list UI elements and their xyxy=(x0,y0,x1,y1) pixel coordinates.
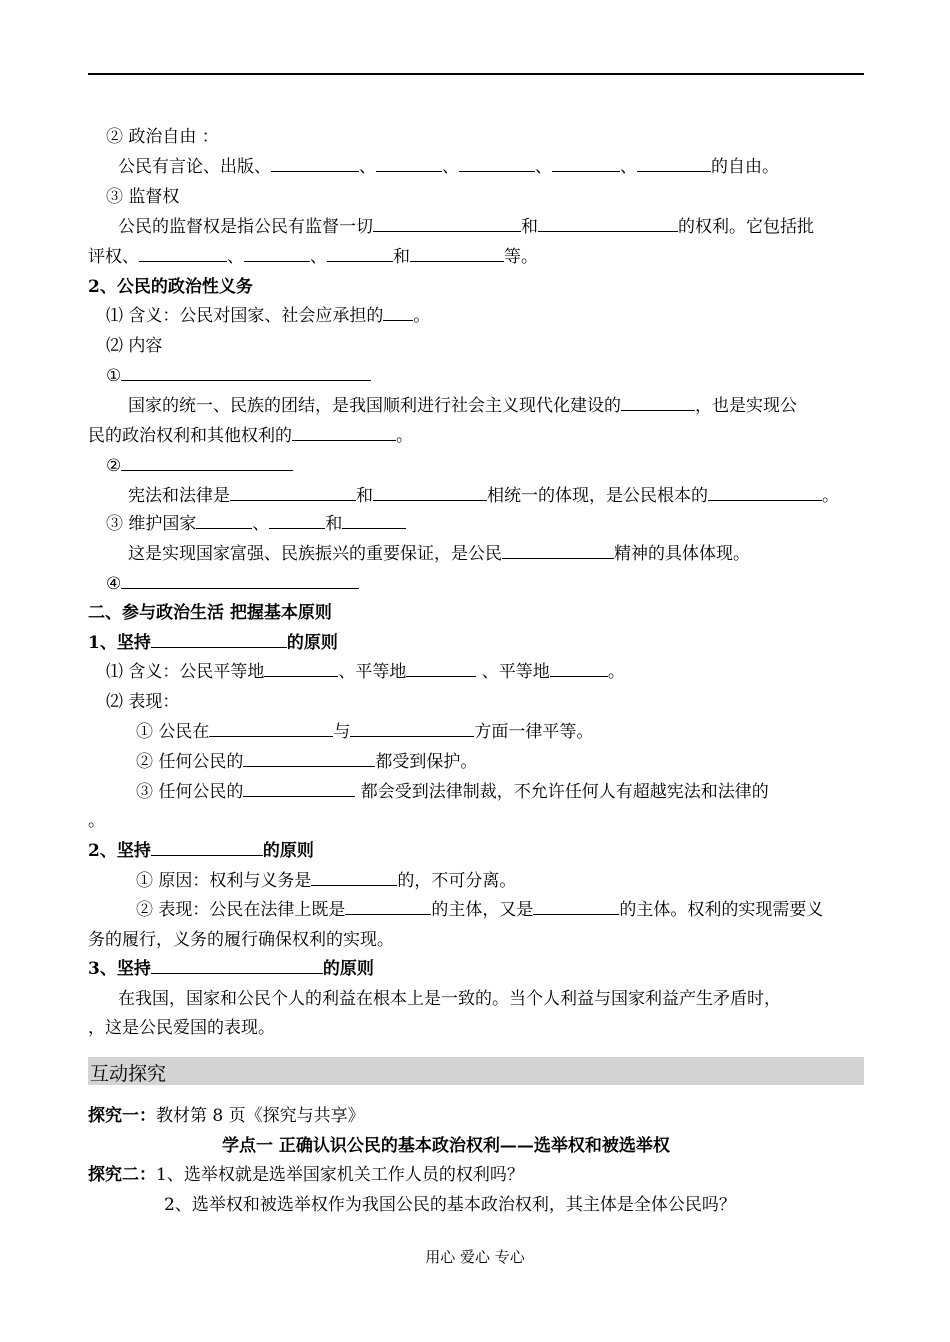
line-reason: ① 原因：权利与义务是 的，不可分离。 xyxy=(136,871,517,891)
line-equality-1: ① 公民在 与 方面一律平等。 xyxy=(136,722,594,742)
line-interest-1: 在我国，国家和公民个人的利益在根本上是一致的。当个人利益与国家利益产生矛盾时， xyxy=(118,989,781,1009)
heading-basic-principles: 二、参与政治生活 把握基本原则 xyxy=(88,603,332,623)
line-supervision-2: 评权、 、 、 和 等。 xyxy=(88,247,538,267)
line-supervision-1: 公民的监督权是指公民有监督一切 和 的权利。它包括批 xyxy=(118,217,814,237)
item-supervision-right: ③ 监督权 xyxy=(106,187,180,207)
line-equality-3-end: 。 xyxy=(88,811,105,831)
line-duty-content: ⑵ 内容 xyxy=(106,336,163,356)
inquiry-one: 探究一：教材第 8 页《探究与共享》 xyxy=(88,1106,365,1126)
line-performance-2: 务的履行，义务的履行确保权利的实现。 xyxy=(88,930,394,950)
section-band-interactive xyxy=(88,1057,864,1085)
heading-principle-3: 3、坚持 的原则 xyxy=(88,959,374,979)
line-unity-1: 国家的统一、民族的团结，是我国顺利进行社会主义现代化建设的 ，也是实现公 xyxy=(128,396,797,416)
line-freedom-blanks: 公民有言论、出版、 、 、 、 、 的自由。 xyxy=(118,157,779,177)
item-duty-1: ① xyxy=(106,365,371,387)
line-prosperity: 这是实现国家富强、民族振兴的重要保证，是公民 精神的具体体现。 xyxy=(128,544,750,564)
item-political-freedom: ② 政治自由 ： xyxy=(106,127,219,147)
line-constitution: 宪法和法律是 和 相统一的体现，是公民根本的 。 xyxy=(128,486,839,506)
item-duty-3: ③ 维护国家 、 和 xyxy=(106,513,406,535)
item-duty-2: ② xyxy=(106,455,293,477)
line-equality-meaning: ⑴ 含义：公民平等地 、平等地 、平等地 。 xyxy=(106,662,625,682)
line-equality-3: ③ 任何公民的 都会受到法律制裁，不允许任何人有超越宪法和法律的 xyxy=(136,782,769,802)
heading-principle-1: 1、坚持 的原则 xyxy=(88,633,338,653)
inquiry-two-q1: 探究二：1、选举权就是选举国家机关工作人员的权利吗？ xyxy=(88,1165,524,1185)
item-duty-4: ④ xyxy=(106,573,359,595)
section-band-title: 互动探究 xyxy=(90,1063,167,1085)
line-duty-meaning: ⑴ 含义：公民对国家、社会应承担的 。 xyxy=(106,306,431,326)
line-unity-2: 民的政治权利和其他权利的 。 xyxy=(88,426,413,446)
page-footer: 用心 爱心 专心 xyxy=(425,1248,525,1266)
inquiry-two-q2: 2、选举权和被选举权作为我国公民的基本政治权利，其主体是全体公民吗？ xyxy=(164,1195,736,1215)
line-equality-2: ② 任何公民的 都受到保护。 xyxy=(136,752,478,772)
header-rule xyxy=(88,73,864,75)
line-interest-2: ，这是公民爱国的表现。 xyxy=(88,1018,275,1038)
line-performance-1: ② 表现：公民在法律上既是 的主体，又是 的主体。权利的实现需要义 xyxy=(136,900,824,920)
heading-principle-2: 2、坚持 的原则 xyxy=(88,841,314,861)
heading-political-duties: 2、公民的政治性义务 xyxy=(88,277,253,297)
line-equality-performance: ⑵ 表现： xyxy=(106,692,180,712)
study-point-title: 学点一 正确认识公民的基本政治权利——选举权和被选举权 xyxy=(222,1136,670,1156)
